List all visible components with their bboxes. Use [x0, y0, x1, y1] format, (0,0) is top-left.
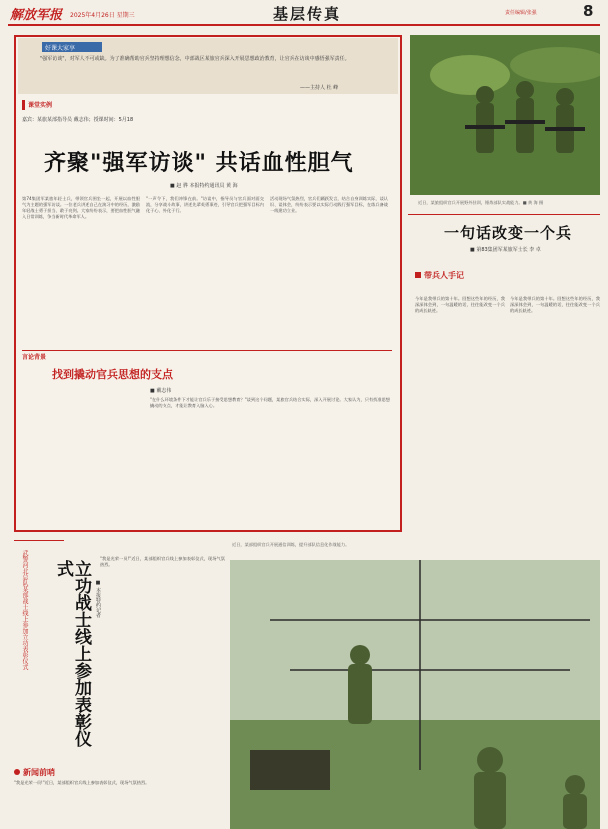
- page-number: 8: [583, 2, 594, 20]
- side-headline[interactable]: 一句话改变一个兵: [443, 224, 572, 242]
- feature-headline[interactable]: 齐聚"强军访谈" 共话血性胆气: [44, 150, 354, 176]
- antenna-soldiers-illustration: [230, 560, 600, 829]
- side-column-tag: 带兵人手记: [415, 270, 464, 281]
- training-photo: [410, 35, 600, 195]
- commentary-column-tag: 言论背景: [22, 354, 47, 361]
- article-body-col-3: 活动现场气氛热烈，官兵们踊跃发言，结合自身训练实际，谈认识、谈体会，纷纷表示要以实际行动践行强军目标，在练兵备战一线建功立业。: [270, 196, 388, 213]
- issue-date: 2025年4月26日 星期三: [70, 12, 135, 19]
- guest-info: 嘉宾：某旅某部指导员 戴志伟；授课时间：5月18: [22, 117, 134, 123]
- article-body-col-2: "一声令下，我们冲锋在前。"访谈中，指导员与官兵面对面交流，分享战斗故事，讲述先辈英勇事迹，引导官兵把强军目标内化于心、外化于行。: [146, 196, 264, 213]
- vertical-headline[interactable]: 立功战士线上参加表彰仪式: [53, 560, 91, 747]
- communication-training-photo: [230, 560, 600, 829]
- news-column-tag: 新闻前哨: [14, 767, 55, 778]
- editor-credit: 责任编辑/张强: [505, 10, 537, 16]
- side-body-col-2: 今年是我带兵的第十年。回想这些年的经历，我深深体会到，一句温暖的话，往往能改变一个兵的成长轨迹。: [510, 296, 600, 313]
- bottom-photo-caption: 近日，某部组织官兵开展通信训练，提升部队信息化作战能力。: [232, 542, 350, 547]
- feature-byline: ■ 赵 骅 本报特约通讯员 黄 海: [170, 183, 238, 189]
- commentary-body: "在什么环境条件下才能让官兵乐于接受思想教育？"谈到这个问题，某旅官兵结合实际，深入开展讨论。大家认为，只有找准思想撬动的支点，才能让教育入脑入心。: [150, 397, 390, 408]
- news-body: "我是光荣一员!"近日，某部组织官兵线上参加表彰仪式，现场气氛热烈。: [14, 780, 150, 785]
- column-tag: 课堂实例: [22, 100, 82, 110]
- section-title: 基层传真: [272, 5, 341, 23]
- newspaper-logo: 解放军报: [10, 8, 63, 23]
- masthead-rule: [8, 24, 600, 26]
- article-body-col-1: 第74集团军某旅年轻士兵，带领官兵围坐一起，开展以血性胆气为主题的强军访谈。一位老兵讲述自己在演习中的经历，激励年轻战士勇于担当、敢于亮剑。大家纷纷表示，要把血性胆气融入日常训练，争当新时代革命军人。: [22, 196, 140, 219]
- side-rule: [408, 214, 600, 215]
- vertical-byline: ■ 本报特约记者: [95, 580, 101, 618]
- side-byline: ■ 第83集团军某旅军士长 李 卓: [470, 247, 541, 253]
- section-tag: 好课大家享: [42, 42, 102, 52]
- feature-intro: "强军访谈"，对军人不可或缺。为了准确帮助官兵坚持理想信念，中部战区某旅官兵深入开展思想政治教育，让官兵在访谈中感悟强军责任。: [40, 56, 350, 62]
- left-rule: [14, 540, 64, 541]
- intro-attribution: ——主持人 杜 峰: [300, 85, 339, 91]
- vertical-article-body: "我是光荣一员!"近日，某部组织官兵线上参加表彰仪式，现场气氛热烈。: [100, 556, 225, 567]
- side-body-col-1: 今年是我带兵的第十年。回想这些年的经历，我深深体会到，一句温暖的话，往往能改变一个兵的成长轨迹。: [415, 296, 505, 313]
- photo-caption: 近日，某旅组织官兵开展野外驻训，锤炼部队实战能力。■ 黄 海 摄: [418, 200, 544, 205]
- commentary-author: ■ 戴志伟: [150, 388, 172, 394]
- vertical-subheadline: 武警河北总队某部战士线上参加立功表彰仪式: [21, 550, 28, 670]
- commentary-headline[interactable]: 找到撬动官兵思想的支点: [52, 368, 173, 381]
- soldiers-illustration: [410, 35, 600, 195]
